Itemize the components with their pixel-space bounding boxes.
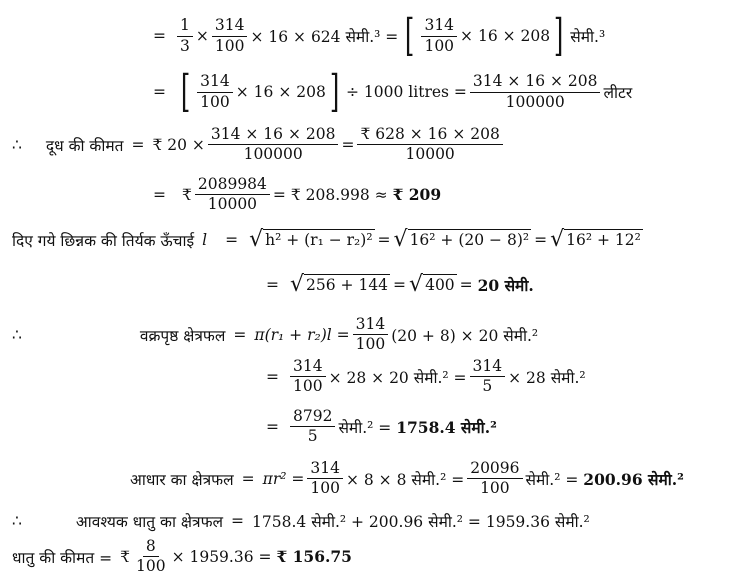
equation-line-7: ∴ वक्रपृष्ठ क्षेत्रफल = π(r₁ + r₂)l = $\frac{314}{100}$ (20 + 8) × 20 सेमी.²	[12, 315, 539, 354]
equation-line-2: = [ $\frac{314}{100}$ × 16 × 208 ] ÷ 1000 litres = $\frac{314 \times 16 \times 208}{100000}$ लीटर	[153, 66, 633, 117]
therefore-symbol: ∴	[12, 325, 22, 344]
square-root: √ 400	[409, 272, 455, 297]
fraction: $\frac{1}{3}$	[177, 17, 193, 54]
fraction: $\frac{8}{100}$	[135, 537, 166, 576]
line-label: धातु की कीमत =	[12, 548, 113, 567]
square-root: √ 256 + 144	[290, 272, 389, 297]
square-root: √ 16² + 12²	[550, 227, 641, 252]
equation-line-1: = $\frac{1}{3}$ × $\frac{314}{100}$ × 16 × 624 सेमी.³ = [ $\frac{314}{100}$ × 16 × 208 ] सेमी.³	[153, 10, 606, 61]
equation-line-10: आधार का क्षेत्रफल = πr² = $\frac{314}{100}$ × 8 × 8 सेमी.² = $\frac{20096}{100}$ सेमी.² = 200.96 सेमी.²	[130, 459, 684, 498]
equation-line-6: = √ 256 + 144 = √ 400 = 20 सेमी.	[266, 272, 534, 297]
fraction: $\frac{314}{100}$	[307, 460, 343, 497]
fraction: $\frac{314 \times 16 \times 208}{100000}$	[470, 73, 601, 110]
result-value: ₹ 209	[392, 185, 442, 205]
line-label: वक्रपृष्ठ क्षेत्रफल	[139, 326, 226, 345]
bracket-group: [ $\frac{314}{100}$ × 16 × 208 ]	[180, 66, 340, 117]
fraction: $\frac{314}{5}$	[470, 358, 506, 395]
fraction: $\frac{314}{100}$	[212, 17, 248, 54]
square-root: √ 16² + (20 − 8)²	[393, 227, 530, 252]
equation-line-4: = ₹ $\frac{2089984}{10000}$ = ₹ 208.998 ≈ ₹ 209	[153, 175, 442, 214]
equation-line-9: = $\frac{8792}{5}$ सेमी.² = 1758.4 सेमी.²	[266, 407, 497, 446]
fraction: $\frac{314 \times 16 \times 208}{100000}$	[208, 126, 339, 163]
line-label: आवश्यक धातु का क्षेत्रफल	[75, 513, 224, 531]
fraction: $\frac{20096}{100}$	[467, 460, 522, 497]
equation-line-5: दिए गये छिन्नक की तिर्यक ऊँचाई l = √ h² + (r₁ − r₂)² = √ 16² + (20 − 8)² = √ 16² + 12²	[12, 227, 641, 252]
fraction: $\frac{314}{100}$	[290, 358, 326, 395]
line-label: आधार का क्षेत्रफल	[130, 470, 234, 489]
result-value: 1758.4 सेमी.²	[396, 417, 497, 437]
equation-line-11: ∴ आवश्यक धातु का क्षेत्रफल = 1758.4 सेमी.² + 200.96 सेमी.² = 1959.36 सेमी.²	[12, 512, 590, 531]
line-label: दूध की कीमत	[45, 136, 124, 155]
therefore-symbol: ∴	[12, 135, 22, 154]
fraction: $\frac{8792}{5}$	[290, 408, 335, 445]
bracket-group: [ $\frac{314}{100}$ × 16 × 208 ]	[405, 10, 564, 61]
result-value: 200.96 सेमी.²	[583, 469, 684, 489]
equation-line-3: ∴ दूध की कीमत = ₹ 20 × $\frac{314 \times 16 \times 208}{100000}$ = $\frac{₹ 628 \times 16 \times 208}{10000}$	[12, 126, 506, 163]
equation-line-8: = $\frac{314}{100}$ × 28 × 20 सेमी.² = $\frac{314}{5}$ × 28 सेमी.²	[266, 357, 586, 396]
equation-line-12: धातु की कीमत = ₹ $\frac{8}{100}$ × 1959.36 = ₹ 156.75	[12, 537, 352, 576]
fraction: $\frac{₹ 628 \times 16 \times 208}{10000}$	[357, 126, 502, 163]
square-root: √ h² + (r₁ − r₂)²	[249, 227, 373, 252]
result-value: 20 सेमी.	[477, 276, 534, 295]
fraction: $\frac{2089984}{10000}$	[195, 176, 270, 213]
line-label: दिए गये छिन्नक की तिर्यक ऊँचाई	[12, 232, 195, 250]
result-value: ₹ 156.75	[276, 547, 352, 567]
therefore-symbol: ∴	[12, 512, 22, 530]
equals-sign: =	[153, 27, 166, 45]
fraction: $\frac{314}{100}$	[353, 316, 389, 353]
